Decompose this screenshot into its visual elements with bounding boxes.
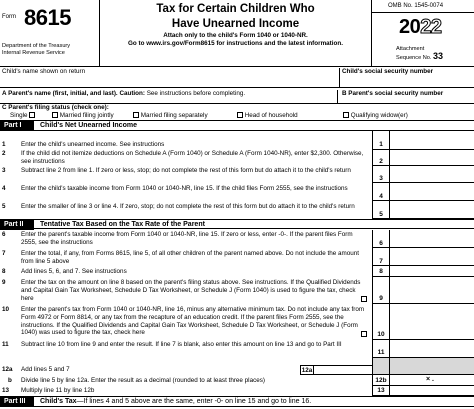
parent-name-note: See instructions before completing. (146, 90, 246, 97)
part1-header (0, 121, 474, 131)
omb-block (371, 0, 474, 67)
line-10-checkbox[interactable] (361, 331, 367, 337)
form-title-line1: Tax for Certain Children Who (156, 3, 315, 15)
line-number: b (8, 377, 12, 384)
line-text: Enter the child's taxable income from Form 1040 or 1040-NR, line 15. If the child files Form 2555, see the instructions (21, 185, 348, 192)
line-text: Add lines 5 and 7 (21, 366, 70, 373)
line-10-amount[interactable] (389, 304, 474, 340)
filing-status-label: C Parent's filing status (check one): (2, 104, 109, 111)
parent-ssn-label: B Parent's social security number (342, 90, 444, 97)
line-1-amount[interactable] (389, 131, 474, 150)
filing-status-options (0, 111, 474, 121)
line-7-amount[interactable] (389, 248, 474, 266)
form-title-line2: Have Unearned Income (171, 18, 300, 30)
line-9-amount[interactable] (389, 277, 474, 304)
line-12b-amount[interactable] (389, 375, 474, 386)
single-checkbox[interactable] (29, 112, 35, 118)
part3-title (40, 398, 311, 405)
option-head-of-household[interactable] (237, 112, 298, 119)
line-6-amount[interactable] (389, 230, 474, 248)
attach-instruction: Attach only to the child's Form 1040 or 1040-NR. (163, 32, 308, 39)
line-10-box: 10 (372, 304, 389, 340)
line-12a-amount[interactable] (314, 365, 372, 375)
form-header (0, 0, 474, 67)
option-married-separately[interactable] (133, 112, 208, 119)
tax-year (399, 16, 442, 39)
line-8-box: 8 (372, 266, 389, 277)
line-number: 5 (2, 203, 6, 210)
child-ssn-label: Child's social security number (342, 68, 434, 75)
part3-title-bold: Child's Tax (40, 398, 77, 405)
child-name-field[interactable] (2, 68, 340, 88)
line-12a-shaded-amount (389, 358, 474, 375)
line-5-box: 5 (372, 201, 389, 219)
line-text: Divide line 5 by line 12a. Enter the result as a decimal (rounded to at least three places) (21, 377, 265, 384)
omb-number: OMB No. 1545-0074 (372, 0, 474, 13)
part1-label: Part I (0, 121, 34, 131)
line-6-box: 6 (372, 230, 389, 248)
option-married-jointly[interactable] (52, 112, 114, 119)
sequence-label: Sequence No. (396, 55, 432, 61)
line-11-amount[interactable] (389, 340, 474, 358)
option-qualifying-widow-label: Qualifying widow(er) (350, 112, 408, 119)
child-name-label: Child's name shown on return (2, 68, 86, 75)
line-13-box: 13 (372, 386, 389, 396)
attachment-sequence (396, 46, 443, 62)
line-number: 10 (2, 306, 10, 313)
line-8-amount[interactable] (389, 266, 474, 277)
line-text: Enter the parent's taxable income from Form 1040 or 1040-NR, line 15. If zero or less, enter -0-. If the parent files Form 2555, see the instructions (21, 231, 353, 246)
line-number: 8 (2, 268, 6, 275)
line-number: 1 (2, 141, 6, 148)
line-4-box: 4 (372, 183, 389, 201)
line-5-amount[interactable] (389, 201, 474, 219)
qualifying-widow-checkbox[interactable] (343, 112, 349, 118)
parent-name-field[interactable] (2, 90, 338, 104)
child-info-row (0, 67, 474, 88)
parent-name-label: A Parent's name (first, initial, and last). (2, 90, 118, 97)
line-text: Enter the parent's tax from Form 1040 or 1040-NR, line 16, minus any alternative minimum tax. Do not include any tax from Form 4972 or Form 8814, or any tax from the recapture of an education credit. If the parent files Form 2555, see the instructions. If the Qualified Dividends and Capital Gain Tax Worksheet, Schedule D Tax Worksheet, or Schedule J (Form 1040) was used to figure the tax, check here (21, 306, 365, 337)
form-title-block (100, 0, 371, 67)
line-number: 9 (2, 279, 6, 286)
line-11-box: 11 (372, 340, 389, 358)
line-12a-shaded-box (372, 358, 389, 375)
line-4-amount[interactable] (389, 183, 474, 201)
line-7-box: 7 (372, 248, 389, 266)
part3-label: Part III (0, 397, 34, 407)
line-text: Enter the total, if any, from Forms 8615, line 5, of all other children of the parent named above. Do not include the amount from line 5 above (21, 250, 360, 265)
line-number: 7 (2, 250, 6, 257)
line-number: 2 (2, 150, 6, 157)
line-text: Enter the smaller of line 3 or line 4. If zero, stop; do not complete the rest of this form but do attach it to the child's return (21, 203, 355, 210)
line-13-amount[interactable] (389, 386, 474, 396)
sequence-number: 33 (433, 51, 444, 61)
line-9-box: 9 (372, 277, 389, 304)
line-2-box: 2 (372, 150, 389, 166)
line-number: 4 (2, 185, 6, 192)
line-number: 11 (2, 341, 9, 348)
line-number: 12a (2, 366, 13, 373)
line-1-box: 1 (372, 131, 389, 150)
department-name: Department of the Treasury (2, 43, 71, 49)
married-jointly-checkbox[interactable] (52, 112, 58, 118)
option-married-separately-label: Married filing separately (140, 112, 208, 119)
child-ssn-field[interactable] (342, 68, 433, 75)
line-number: 6 (2, 231, 6, 238)
department-block (2, 43, 70, 57)
goto-instruction: Go to www.irs.gov/Form8615 for instructions and the latest information. (128, 40, 343, 47)
option-married-jointly-label: Married filing jointly (59, 112, 114, 119)
head-of-household-checkbox[interactable] (237, 112, 243, 118)
parent-info-row (0, 88, 474, 104)
line-text: Multiply line 11 by line 12b (21, 387, 95, 394)
option-single[interactable] (10, 112, 35, 119)
line-text: Subtract line 10 from line 9 and enter the result. If line 7 is blank, also enter this amount on line 13 and go to Part III (21, 341, 342, 348)
form-label: Form (2, 14, 16, 20)
line-text: Add lines 5, 6, and 7. See instructions (21, 268, 127, 275)
option-head-of-household-label: Head of household (244, 112, 298, 119)
line-12a-inner-box: 12a (301, 367, 313, 374)
line-12b-value: × . (426, 376, 434, 383)
line-text: Enter the tax on the amount on line 8 based on the parent's filing status above. See instructions. If the Qualified Dividends and Capital Gain Tax Worksheet, Schedule D Tax Worksheet, or Schedule J (Form 1040) is used to figure the tax, check here (21, 279, 361, 302)
line-12b-box: 12b (372, 375, 389, 386)
part3-title-rest: —If lines 4 and 5 above are the same, enter -0- on line 15 and go to line 16. (76, 398, 312, 405)
part2-label: Part II (0, 220, 34, 230)
line-text: Subtract line 2 from line 1. If zero or less, stop; do not complete the rest of this form but do attach it to the child's return (21, 167, 351, 174)
form-number: 8615 (24, 5, 71, 30)
part1-title: Child's Net Unearned Income (40, 122, 137, 129)
line-9-checkbox[interactable] (361, 296, 367, 302)
line-number: 13 (2, 387, 10, 394)
line-3-amount[interactable] (389, 166, 474, 183)
line-text: Enter the child's unearned income. See instructions (21, 141, 165, 148)
attachment-label: Attachment (396, 46, 425, 52)
line-3-box: 3 (372, 166, 389, 183)
tax-year-suffix: 22 (420, 16, 442, 38)
parent-ssn-field[interactable] (342, 90, 443, 97)
option-qualifying-widow[interactable] (343, 112, 408, 119)
parent-name-caution: Caution: (119, 90, 145, 97)
irs-name: Internal Revenue Service (2, 50, 65, 56)
form-id-block (0, 0, 100, 67)
line-text: If the child did not itemize deductions on Schedule A (Form 1040) or Schedule A (Form 1040-NR), enter $2,300. Otherwise, see instructions (21, 150, 364, 165)
option-single-label: Single (10, 112, 28, 119)
part3-header (0, 396, 474, 407)
married-separately-checkbox[interactable] (133, 112, 139, 118)
line-2-amount[interactable] (389, 150, 474, 166)
line-number: 3 (2, 167, 6, 174)
tax-year-prefix: 20 (399, 16, 421, 38)
part2-header (0, 219, 474, 229)
part2-title: Tentative Tax Based on the Tax Rate of the Parent (40, 221, 205, 228)
